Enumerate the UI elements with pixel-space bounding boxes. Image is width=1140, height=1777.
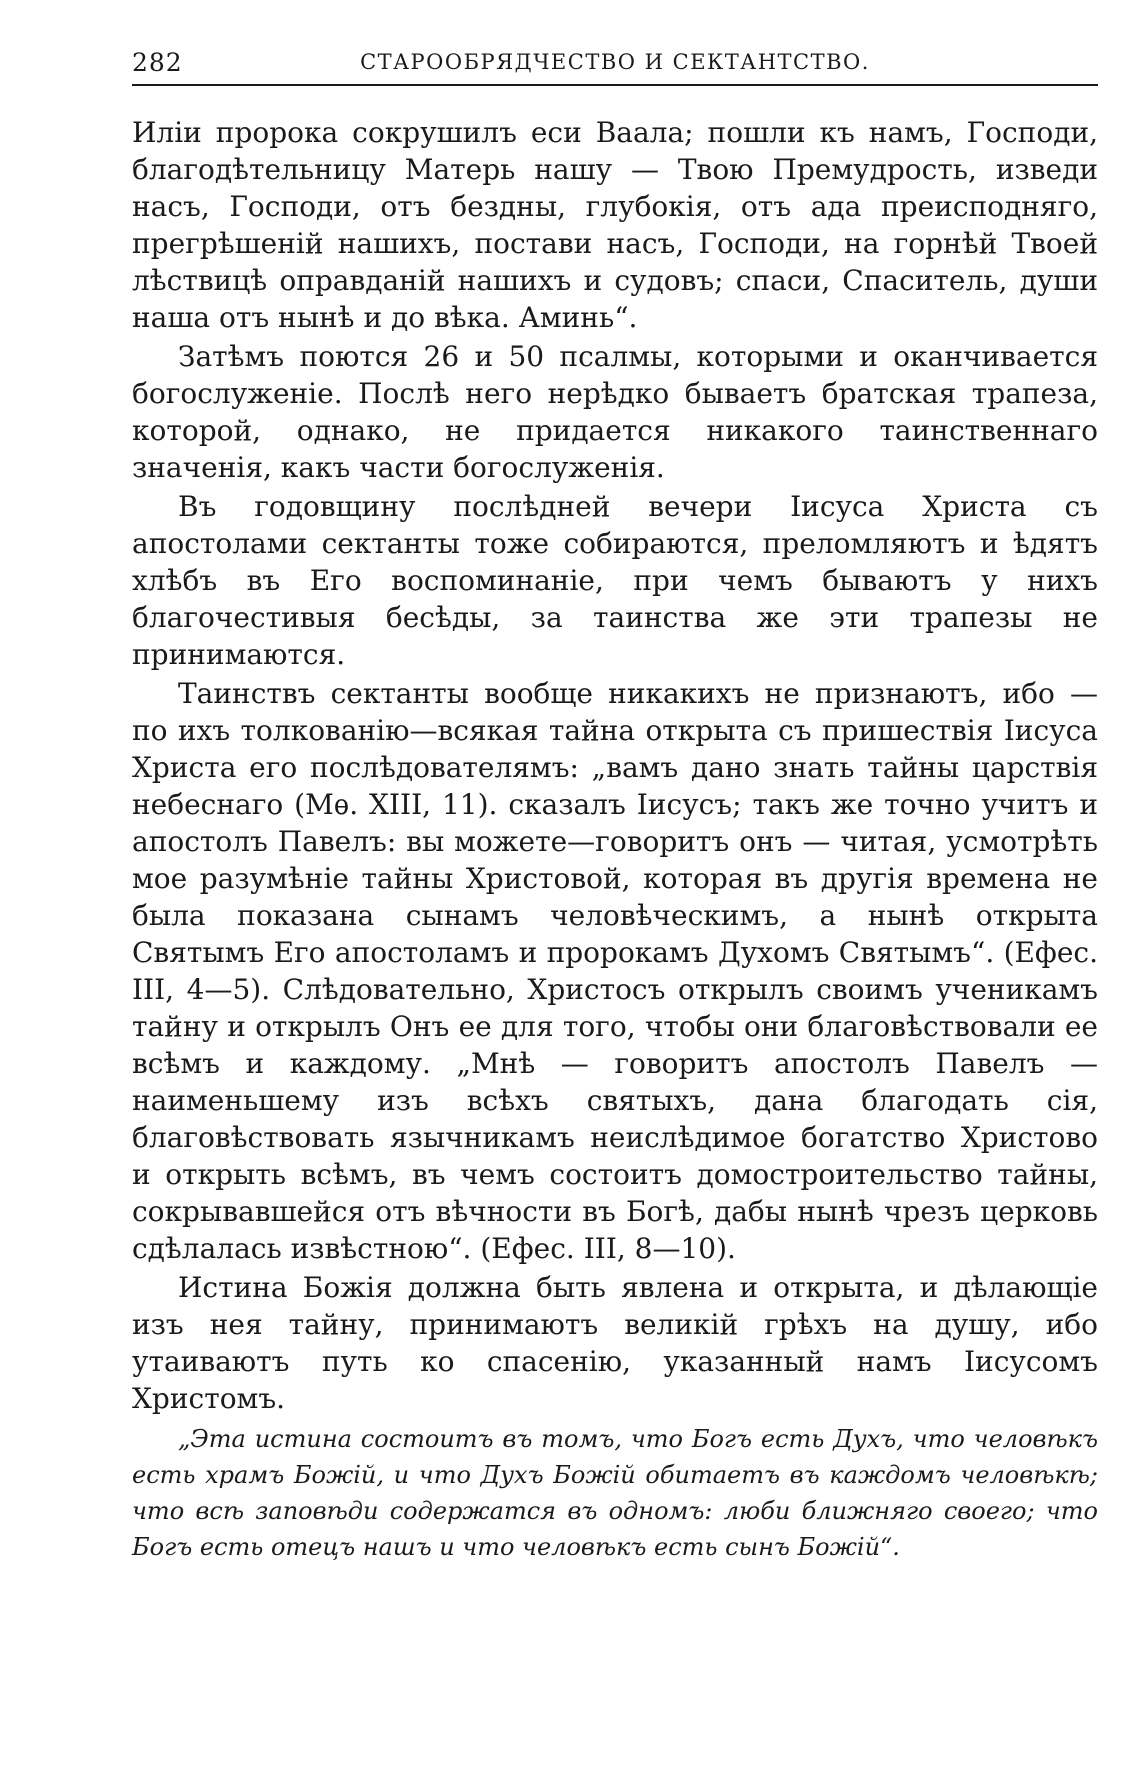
paragraph-sacraments: Таинствъ сектанты вообще никакихъ не признаютъ, ибо — по ихъ толкованiю—всякая тайна открыта съ пришествiя Iисуса Христа его послѣдователямъ: „вамъ дано знать тайны царствiя небеснаго (Мѳ. XIII, 11). сказалъ Iисусъ; такъ же точно учитъ и апостолъ Павелъ: вы можете—говоритъ онъ — читая, усмотрѣть мое разумѣнiе тайны Христовой, которая въ другiя времена не была показана сынамъ человѣческимъ, а нынѣ открыта Святымъ Его апостоламъ и пророкамъ Духомъ Святымъ“. (Ефес. III, 4—5). Слѣдовательно, Христосъ открылъ своимъ ученикамъ тайну и открылъ Онъ ее для того, чтобы они благовѣствовали ее всѣмъ и каждому. „Мнѣ — говоритъ апостолъ Павелъ — наименьшему изъ всѣхъ святыхъ, дана благодать сiя, благовѣствовать язычникамъ неислѣдимое богатство Христово и открыть всѣмъ, въ чемъ состоитъ домостроительство тайны, сокрывавшейся отъ вѣчности въ Богѣ, дабы нынѣ чрезъ церковь сдѣлалась извѣстною“. (Ефес. III, 8—10). — [132, 677, 1098, 1265]
paragraph-truth: Истина Божiя должна быть явлена и открыта, и дѣлающiе изъ нея тайну, принимаютъ великiй грѣхъ на душу, ибо утаиваютъ путь ко спасенiю, указанный намъ Iисусомъ Христомъ. — [132, 1271, 1098, 1415]
book-page — [132, 40, 1098, 1565]
italic-quote: „Эта истина состоитъ въ томъ, что Богъ есть Духъ, что человѣкъ есть храмъ Божiй, и что Духъ Божiй обитаетъ въ каждомъ человѣкѣ; что всѣ заповѣди содержатся въ одномъ: люби ближняго своего; что Богъ есть отецъ нашъ и что человѣкъ есть сынъ Божiй“. — [132, 1425, 1098, 1561]
paragraph-last-supper: Въ годовщину послѣдней вечери Iисуса Христа съ апостолами сектанты тоже собираются, преломляютъ и ѣдятъ хлѣбъ въ Его воспоминанiе, при чемъ бываютъ у нихъ благочестивыя бесѣды, за таинства же эти трапезы не принимаются. — [132, 490, 1098, 671]
body-text — [132, 114, 1098, 1565]
running-head — [132, 40, 1098, 86]
paragraph-prayer-ending: Илiи пророка сокрушилъ еси Ваала; пошли къ намъ, Господи, благодѣтельницу Матерь нашу — Твою Премудрость, изведи насъ, Господи, отъ бездны, глубокiя, отъ ада преисподняго, прегрѣшенiй нашихъ, постави насъ, Господи, на горнѣй Твоей лѣствицѣ оправданiй нашихъ и судовъ; спаси, Спаситель, души наша отъ нынѣ и до вѣка. Аминь“. — [132, 116, 1098, 334]
paragraph-psalms: Затѣмъ поются 26 и 50 псалмы, которыми и оканчивается богослуженiе. Послѣ него нерѣдко бываетъ братская трапеза, которой, однако, не придается никакого таинственнаго значенiя, какъ части богослуженiя. — [132, 340, 1098, 484]
running-title: СТАРООБРЯДЧЕСТВО И СЕКТАНТСТВО. — [360, 50, 870, 74]
page-number: 282 — [132, 48, 183, 77]
